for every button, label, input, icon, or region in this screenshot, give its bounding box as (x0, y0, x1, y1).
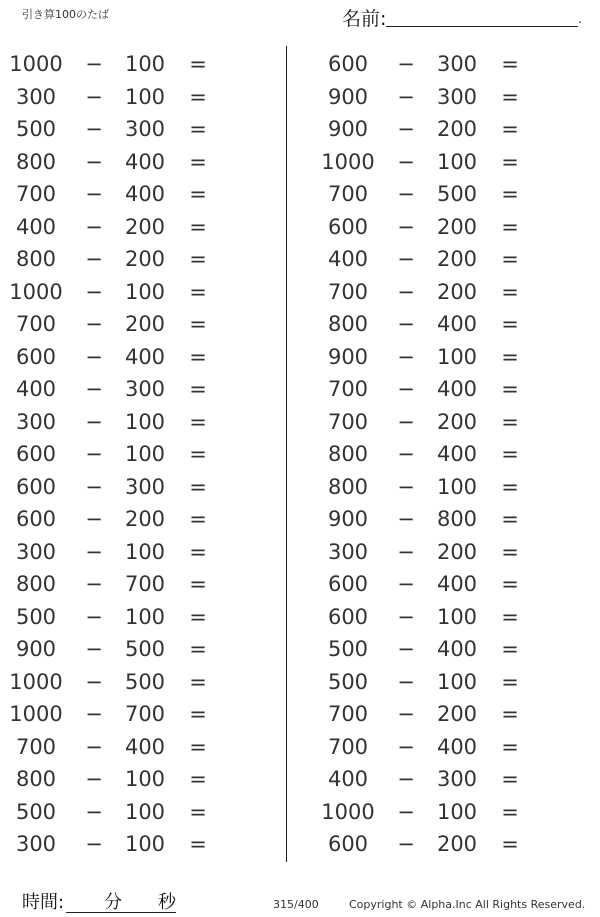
equals-sign: = (189, 539, 207, 564)
subtrahend: 400 (124, 182, 166, 206)
minuend: 600 (327, 572, 369, 596)
subtrahend: 100 (436, 604, 478, 629)
minus-sign: − (85, 84, 103, 109)
minuend: 1000 (9, 52, 63, 76)
minus-sign: − (85, 409, 103, 434)
problem-row (312, 568, 592, 601)
equals-sign: = (501, 539, 519, 564)
subtrahend: 100 (124, 767, 166, 791)
subtrahend: 300 (124, 377, 166, 401)
minuend: 700 (327, 279, 369, 304)
equals-sign: = (189, 182, 207, 206)
problem-row (312, 308, 592, 341)
minuend: 800 (15, 247, 57, 271)
equals-sign: = (501, 247, 519, 271)
subtrahend: 100 (124, 799, 166, 824)
left-problem-column (0, 48, 280, 861)
subtrahend: 100 (436, 344, 478, 369)
minuend: 700 (327, 734, 369, 759)
minus-sign: − (397, 279, 415, 304)
subtrahend: 100 (436, 669, 478, 694)
problem-row (312, 178, 592, 211)
subtrahend: 200 (436, 702, 478, 726)
equals-sign: = (501, 669, 519, 694)
subtrahend: 500 (436, 182, 478, 206)
equals-sign: = (501, 474, 519, 499)
minuend: 500 (327, 637, 369, 661)
minuend: 800 (327, 474, 369, 499)
equals-sign: = (501, 637, 519, 661)
minus-sign: − (397, 604, 415, 629)
subtrahend: 200 (124, 247, 166, 271)
subtrahend: 100 (436, 474, 478, 499)
minuend: 800 (327, 312, 369, 336)
equals-sign: = (501, 507, 519, 531)
subtrahend: 300 (124, 474, 166, 499)
equals-sign: = (501, 799, 519, 824)
minus-sign: − (397, 117, 415, 141)
minus-sign: − (85, 312, 103, 336)
minus-sign: − (85, 637, 103, 661)
minus-sign: − (397, 474, 415, 499)
minus-sign: − (397, 799, 415, 824)
equals-sign: = (189, 214, 207, 239)
minus-sign: − (85, 182, 103, 206)
equals-sign: = (189, 702, 207, 726)
minuend: 700 (15, 312, 57, 336)
minus-sign: − (397, 767, 415, 791)
minuend: 700 (15, 182, 57, 206)
problem-row (0, 601, 280, 634)
minuend: 700 (327, 702, 369, 726)
subtrahend: 400 (436, 442, 478, 466)
equals-sign: = (189, 377, 207, 401)
minuend: 300 (327, 539, 369, 564)
subtrahend: 400 (436, 637, 478, 661)
equals-sign: = (501, 149, 519, 174)
subtrahend: 100 (124, 442, 166, 466)
minuend: 700 (327, 409, 369, 434)
subtrahend: 200 (436, 247, 478, 271)
subtrahend: 800 (436, 507, 478, 531)
equals-sign: = (189, 84, 207, 109)
problem-row (0, 536, 280, 569)
equals-sign: = (501, 52, 519, 76)
problem-row (0, 243, 280, 276)
minus-sign: − (85, 442, 103, 466)
subtrahend: 100 (436, 149, 478, 174)
minuend: 900 (327, 344, 369, 369)
equals-sign: = (189, 279, 207, 304)
minus-sign: − (397, 52, 415, 76)
equals-sign: = (501, 442, 519, 466)
minus-sign: − (397, 442, 415, 466)
problem-row (0, 178, 280, 211)
minuend: 600 (327, 214, 369, 239)
minus-sign: − (397, 182, 415, 206)
minus-sign: − (397, 84, 415, 109)
problem-row (0, 211, 280, 244)
minus-sign: − (85, 507, 103, 531)
minus-sign: − (397, 669, 415, 694)
minuend: 400 (327, 247, 369, 271)
minuend: 600 (15, 442, 57, 466)
subtrahend: 300 (436, 84, 478, 109)
minus-sign: − (85, 767, 103, 791)
problem-row (0, 308, 280, 341)
equals-sign: = (501, 117, 519, 141)
minus-sign: − (397, 344, 415, 369)
minuend: 700 (327, 377, 369, 401)
minuend: 600 (327, 832, 369, 856)
minuend: 400 (15, 377, 57, 401)
minuend: 800 (15, 149, 57, 174)
subtrahend: 100 (436, 799, 478, 824)
problem-row (0, 471, 280, 504)
minuend: 400 (327, 767, 369, 791)
subtrahend: 300 (124, 117, 166, 141)
problem-row (312, 763, 592, 796)
name-underline[interactable] (386, 26, 578, 27)
minuend: 300 (15, 832, 57, 856)
problem-row (312, 828, 592, 861)
problem-row (312, 243, 592, 276)
problem-row (0, 796, 280, 829)
subtrahend: 200 (124, 312, 166, 336)
name-label: 名前: (342, 8, 387, 30)
minuend: 600 (15, 344, 57, 369)
minuend: 1000 (321, 149, 375, 174)
subtrahend: 200 (436, 117, 478, 141)
minus-sign: − (85, 247, 103, 271)
subtrahend: 200 (436, 539, 478, 564)
subtrahend: 100 (124, 539, 166, 564)
minuend: 600 (15, 507, 57, 531)
problem-row (0, 666, 280, 699)
subtrahend: 400 (124, 344, 166, 369)
minus-sign: − (85, 377, 103, 401)
minuend: 700 (327, 182, 369, 206)
subtrahend: 200 (436, 409, 478, 434)
subtrahend: 400 (124, 734, 166, 759)
minus-sign: − (85, 604, 103, 629)
copyright-notice: Copyright © Alpha.Inc All Rights Reserved. (349, 898, 586, 911)
equals-sign: = (501, 182, 519, 206)
minus-sign: − (85, 669, 103, 694)
equals-sign: = (501, 572, 519, 596)
problem-row (312, 471, 592, 504)
minuend: 1000 (9, 279, 63, 304)
equals-sign: = (189, 832, 207, 856)
problem-row (312, 113, 592, 146)
minus-sign: − (85, 214, 103, 239)
minuend: 500 (15, 117, 57, 141)
minus-sign: − (85, 702, 103, 726)
problem-row (312, 341, 592, 374)
equals-sign: = (501, 377, 519, 401)
problem-row (0, 146, 280, 179)
minuend: 1000 (9, 669, 63, 694)
minus-sign: − (397, 572, 415, 596)
problem-row (312, 796, 592, 829)
subtrahend: 100 (124, 832, 166, 856)
problem-row (0, 503, 280, 536)
equals-sign: = (501, 604, 519, 629)
equals-sign: = (189, 149, 207, 174)
subtrahend: 100 (124, 84, 166, 109)
subtrahend: 200 (436, 832, 478, 856)
subtrahend: 300 (436, 767, 478, 791)
subtrahend: 500 (124, 637, 166, 661)
time-label: 時間: (22, 892, 65, 913)
minus-sign: − (85, 832, 103, 856)
problem-row (312, 536, 592, 569)
equals-sign: = (501, 702, 519, 726)
problem-row (312, 731, 592, 764)
problem-row (312, 438, 592, 471)
minus-sign: − (85, 344, 103, 369)
equals-sign: = (189, 442, 207, 466)
minuend: 500 (15, 604, 57, 629)
minus-sign: − (85, 799, 103, 824)
minus-sign: − (397, 539, 415, 564)
equals-sign: = (189, 52, 207, 76)
problem-row (0, 48, 280, 81)
equals-sign: = (501, 767, 519, 791)
equals-sign: = (189, 409, 207, 434)
subtrahend: 200 (124, 214, 166, 239)
minuend: 800 (327, 442, 369, 466)
equals-sign: = (501, 409, 519, 434)
minus-sign: − (397, 507, 415, 531)
problem-row (0, 438, 280, 471)
right-problem-column (312, 48, 592, 861)
equals-sign: = (189, 767, 207, 791)
minuend: 800 (15, 572, 57, 596)
minus-sign: − (397, 214, 415, 239)
minuend: 900 (327, 84, 369, 109)
minuend: 600 (327, 52, 369, 76)
problem-row (0, 828, 280, 861)
minus-sign: − (397, 377, 415, 401)
problem-row (312, 503, 592, 536)
problem-row (0, 373, 280, 406)
subtrahend: 400 (436, 734, 478, 759)
minus-sign: − (397, 832, 415, 856)
minutes-label: 分 (104, 892, 122, 913)
column-divider (286, 46, 287, 862)
minus-sign: − (85, 572, 103, 596)
subtrahend: 400 (124, 149, 166, 174)
subtrahend: 700 (124, 572, 166, 596)
subtrahend: 200 (436, 279, 478, 304)
equals-sign: = (501, 312, 519, 336)
equals-sign: = (189, 117, 207, 141)
problem-row (0, 406, 280, 439)
minuend: 300 (15, 539, 57, 564)
equals-sign: = (189, 734, 207, 759)
subtrahend: 400 (436, 572, 478, 596)
problem-row (312, 146, 592, 179)
problem-row (0, 276, 280, 309)
minuend: 300 (15, 409, 57, 434)
minus-sign: − (85, 474, 103, 499)
seconds-label: 秒 (158, 892, 176, 913)
subtrahend: 400 (436, 377, 478, 401)
name-field[interactable] (342, 4, 582, 30)
name-end-mark: . (578, 12, 582, 26)
equals-sign: = (501, 734, 519, 759)
problem-row (312, 81, 592, 114)
equals-sign: = (501, 832, 519, 856)
minus-sign: − (397, 247, 415, 271)
equals-sign: = (189, 344, 207, 369)
minuend: 1000 (9, 702, 63, 726)
page-number: 315/400 (273, 898, 319, 911)
subtrahend: 300 (436, 52, 478, 76)
problem-row (0, 731, 280, 764)
minus-sign: − (85, 734, 103, 759)
problem-row (312, 406, 592, 439)
minus-sign: − (85, 149, 103, 174)
minus-sign: − (397, 637, 415, 661)
minuend: 600 (327, 604, 369, 629)
subtrahend: 100 (124, 409, 166, 434)
minus-sign: − (85, 52, 103, 76)
minuend: 300 (15, 84, 57, 109)
problem-row (0, 568, 280, 601)
minus-sign: − (85, 117, 103, 141)
problem-row (312, 373, 592, 406)
minus-sign: − (85, 539, 103, 564)
equals-sign: = (189, 572, 207, 596)
minuend: 900 (327, 507, 369, 531)
subtrahend: 700 (124, 702, 166, 726)
problem-row (312, 48, 592, 81)
problem-row (312, 698, 592, 731)
equals-sign: = (501, 214, 519, 239)
minuend: 1000 (321, 799, 375, 824)
problem-row (0, 633, 280, 666)
minus-sign: − (397, 734, 415, 759)
equals-sign: = (189, 507, 207, 531)
subtrahend: 200 (124, 507, 166, 531)
subtrahend: 400 (436, 312, 478, 336)
equals-sign: = (189, 637, 207, 661)
minuend: 900 (15, 637, 57, 661)
problem-row (312, 211, 592, 244)
problem-row (0, 341, 280, 374)
time-field (22, 888, 176, 914)
subtrahend: 100 (124, 279, 166, 304)
problem-row (312, 666, 592, 699)
minus-sign: − (397, 312, 415, 336)
worksheet-title: 引き算100のたば (22, 8, 109, 21)
equals-sign: = (501, 279, 519, 304)
equals-sign: = (189, 604, 207, 629)
minuend: 400 (15, 214, 57, 239)
problem-row (0, 81, 280, 114)
subtrahend: 100 (124, 52, 166, 76)
minuend: 800 (15, 767, 57, 791)
problem-row (312, 633, 592, 666)
equals-sign: = (501, 84, 519, 109)
minus-sign: − (85, 279, 103, 304)
minuend: 700 (15, 734, 57, 759)
minus-sign: − (397, 409, 415, 434)
equals-sign: = (189, 474, 207, 499)
problem-row (312, 601, 592, 634)
subtrahend: 500 (124, 669, 166, 694)
equals-sign: = (189, 669, 207, 694)
minus-sign: − (397, 149, 415, 174)
equals-sign: = (189, 247, 207, 271)
problem-row (0, 113, 280, 146)
equals-sign: = (189, 312, 207, 336)
minus-sign: − (397, 702, 415, 726)
equals-sign: = (501, 344, 519, 369)
minuend: 900 (327, 117, 369, 141)
subtrahend: 100 (124, 604, 166, 629)
problem-row (0, 698, 280, 731)
subtrahend: 200 (436, 214, 478, 239)
minuend: 500 (15, 799, 57, 824)
minuend: 500 (327, 669, 369, 694)
problem-row (0, 763, 280, 796)
equals-sign: = (189, 799, 207, 824)
minuend: 600 (15, 474, 57, 499)
problem-row (312, 276, 592, 309)
